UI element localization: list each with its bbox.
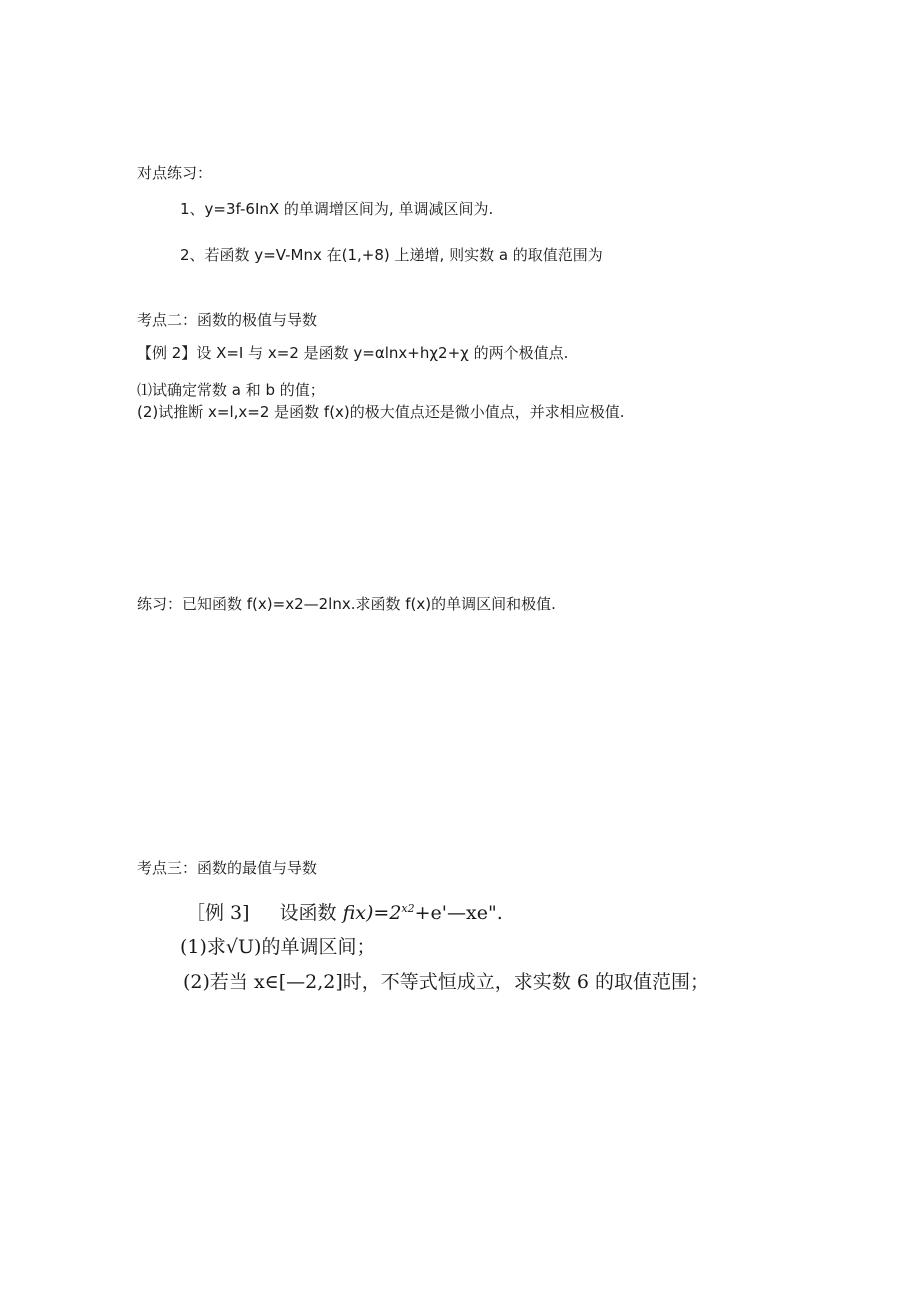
example3-question-1: (1)求√U)的单调区间； bbox=[180, 936, 376, 958]
practice-item-2: 2、若函数 y=V-Mnx 在(1,+8) 上递增, 则实数 a 的取值范围为 bbox=[180, 246, 603, 264]
example3-function: fix)=2 bbox=[342, 902, 402, 924]
example2-lead: 【例 2】 bbox=[137, 344, 197, 362]
example3-exponent: x2 bbox=[401, 902, 415, 915]
example3-tail: +e'—xe". bbox=[414, 902, 503, 924]
topic2-title: 考点二：函数的极值与导数 bbox=[137, 311, 318, 329]
exercise-text: 练习：已知函数 f(x)=x2—2lnx.求函数 f(x)的单调区间和极值. bbox=[137, 595, 556, 613]
topic3-title: 考点三：函数的最值与导数 bbox=[137, 859, 318, 877]
example3-question-2: (2)若当 x∈[—2,2]时，不等式恒成立，求实数 6 的取值范围； bbox=[183, 971, 709, 993]
example2-text: 设 X=I 与 x=2 是函数 y=αlnx+hχ2+χ 的两个极值点. bbox=[196, 344, 569, 362]
example3-label: ［例 3] bbox=[186, 902, 250, 924]
example2-question-1: ⑴试确定常数 a 和 b 的值； bbox=[137, 381, 325, 399]
example2-question-2: (2)试推断 x=l,x=2 是函数 f(x)的极大值点还是微小值点，并求相应极值. bbox=[137, 403, 625, 421]
example3-lead: 设函数 bbox=[279, 902, 343, 924]
example2-statement bbox=[137, 346, 568, 361]
example3-statement bbox=[186, 903, 503, 923]
practice-item-1: 1、y=3f-6InX 的单调增区间为, 单调减区间为. bbox=[180, 200, 494, 218]
practice-title: 对点练习： bbox=[137, 164, 213, 182]
